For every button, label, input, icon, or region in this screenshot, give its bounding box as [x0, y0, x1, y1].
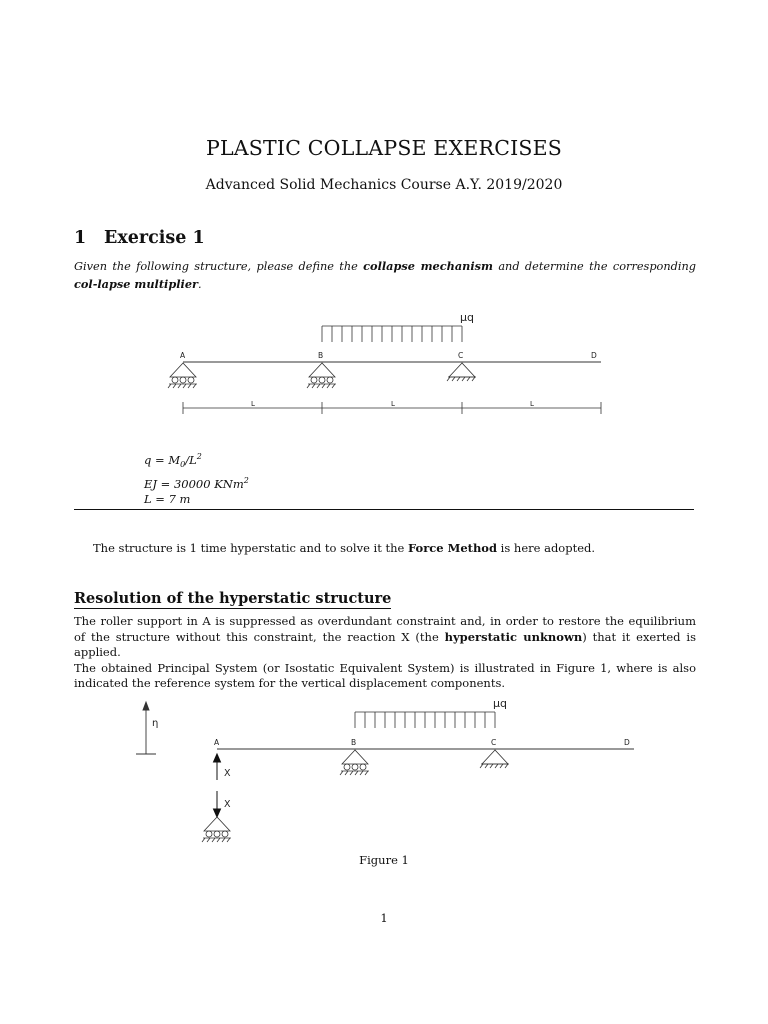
beam-diagram-2 — [0, 690, 768, 850]
distributed-load-2 — [355, 712, 495, 728]
param-ej-sup: 2 — [243, 475, 249, 485]
param-ej-text: EJ = 30000 KNm — [144, 476, 244, 491]
node-label-c-2: C — [491, 738, 497, 747]
figure-caption: Figure 1 — [359, 853, 409, 867]
section-number: 1 — [74, 228, 87, 248]
statement-text-1: Given the following structure, please define the — [74, 260, 364, 273]
node-label-d: D — [591, 351, 597, 360]
resolution-p1-text-1: The roller support in A is suppressed as overdundant constraint and, in order to restore the equilibrium of the structure without this constraint, the reaction X (the — [74, 614, 696, 644]
force-arrow-down — [214, 791, 221, 817]
beam-diagram-1 — [0, 300, 768, 425]
param-q-sub: 0 — [180, 460, 186, 470]
section-title: Exercise 1 — [104, 228, 205, 248]
span-label-3: L — [530, 400, 534, 408]
param-q-lhs: q — [144, 452, 152, 467]
roller-support-a-2 — [202, 817, 231, 842]
resolution-paragraph — [74, 614, 696, 692]
document-title: PLASTIC COLLAPSE EXERCISES — [205, 136, 563, 160]
param-l-text: L = 7 m — [144, 491, 191, 506]
roller-support-a — [168, 363, 197, 388]
force-label-down: X — [224, 799, 231, 810]
resolution-p1-text-2: ) that it exerted is applied. — [74, 629, 696, 659]
node-label-c: C — [458, 351, 464, 360]
parameters-block — [144, 449, 249, 507]
param-ej — [144, 473, 249, 492]
hinge-support-c — [447, 363, 476, 381]
subsection-heading: Resolution of the hyperstatic structure — [74, 590, 392, 607]
node-label-b-2: B — [351, 738, 357, 747]
node-label-b: B — [318, 351, 324, 360]
statement-text-3: . — [197, 277, 202, 291]
force-label-up: X — [224, 768, 231, 779]
statement-bold-collapse-multiplier: col-lapse multiplier — [74, 276, 198, 291]
param-q-sup: 2 — [196, 452, 202, 461]
statement-bold-collapse-mechanism: collapse mechanism — [363, 259, 493, 273]
span-label-1: L — [251, 400, 255, 408]
statement-text-2: and determine the corresponding — [492, 260, 696, 273]
param-q-div: /L — [185, 452, 197, 467]
param-q — [144, 449, 249, 473]
horizontal-rule — [74, 509, 694, 510]
roller-support-b-2 — [340, 750, 369, 775]
load-label-1: μq — [460, 311, 474, 324]
resolution-p1-bold: hyperstatic unknown — [444, 629, 583, 644]
node-label-a-2: A — [214, 738, 220, 747]
method-text-2: is here adopted. — [497, 541, 596, 555]
roller-support-b — [307, 363, 336, 388]
resolution-p1 — [74, 614, 696, 661]
param-l — [144, 492, 249, 508]
method-statement — [93, 541, 595, 555]
distributed-load-1 — [322, 326, 462, 342]
node-label-a: A — [180, 351, 186, 360]
span-label-2: L — [391, 400, 395, 408]
force-arrow-up — [214, 754, 221, 780]
load-label-2: μq — [493, 697, 507, 710]
document-subtitle: Advanced Solid Mechanics Course A.Y. 2019/2020 — [205, 177, 563, 193]
resolution-p2: The obtained Principal System (or Isostatic Equivalent System) is illustrated in Figure 1, where is also indicated the reference system for the vertical displacement components. — [74, 660, 696, 690]
node-label-d-2: D — [624, 738, 630, 747]
param-q-rhs: = M — [151, 452, 181, 467]
hinge-support-c-2 — [480, 750, 509, 768]
method-text-1: The structure is 1 time hyperstatic and to solve it the — [93, 541, 408, 555]
page-number: 1 — [380, 911, 388, 925]
method-bold: Force Method — [408, 541, 498, 555]
axis-label-eta: η — [152, 718, 159, 729]
exercise-statement — [74, 258, 696, 293]
